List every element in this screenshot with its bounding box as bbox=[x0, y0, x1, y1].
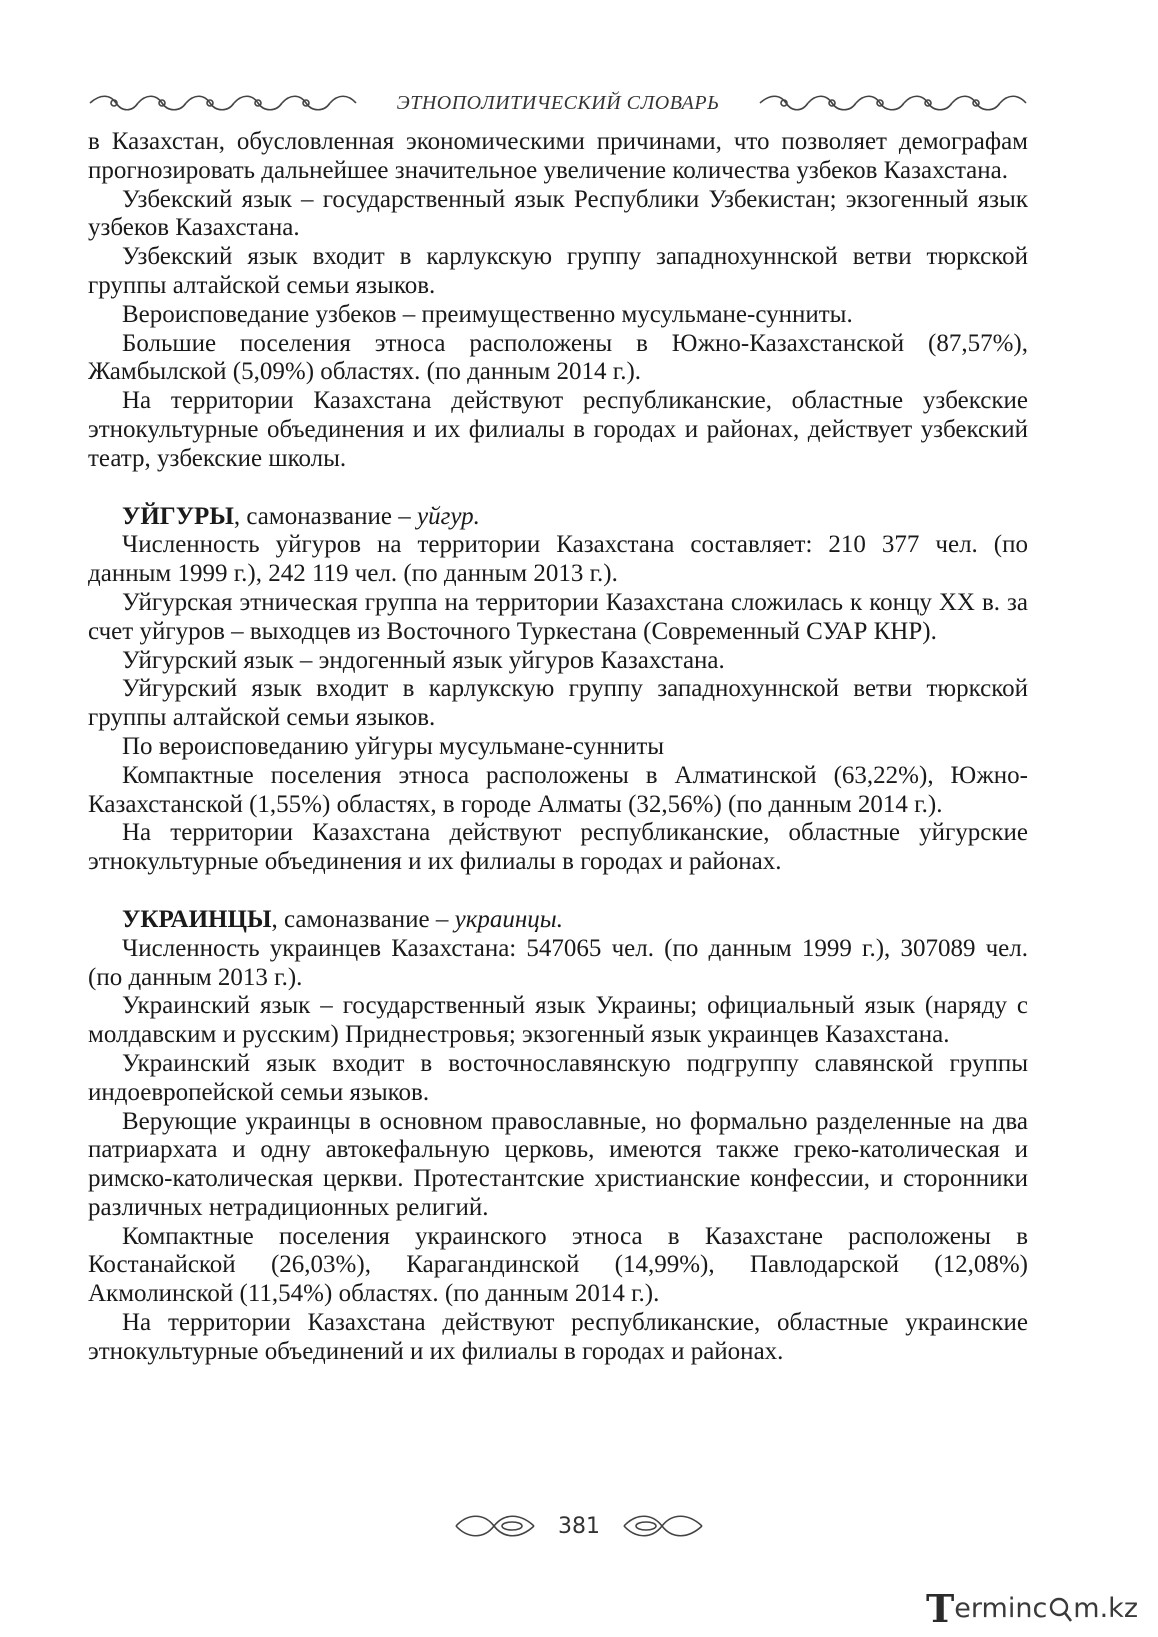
ornament-left-icon bbox=[88, 92, 358, 114]
entry-term: УЙГУРЫ bbox=[122, 502, 234, 530]
section-gap bbox=[88, 877, 1028, 906]
paragraph: Численность украинцев Казахстана: 547065 чел. (по данным 1999 г.), 307089 чел. (по данным 2013 г.). bbox=[88, 934, 1028, 991]
paragraph: Компактные поселения украинского этноса в Казахстане расположены в Костанайской (26,03%), Карагандинской (14,99%), Павлодарской (12,08%) Акмолинской (11,54%) областях. (по данным 2014 г.). bbox=[88, 1222, 1028, 1308]
paragraph: Узбекский язык входит в карлукскую группу западнохуннской ветви тюркской группы алтайской семьи языков. bbox=[88, 243, 1028, 299]
magnifier-icon bbox=[1047, 1593, 1073, 1623]
watermark-text: erminc bbox=[954, 1592, 1048, 1624]
page-footer bbox=[0, 1508, 1158, 1544]
flourish-right-icon bbox=[622, 1515, 704, 1537]
page-header-title: ЭТНОПОЛИТИЧЕСКИЙ СЛОВАРЬ bbox=[396, 91, 720, 114]
paragraph: Уйгурский язык – эндогенный язык уйгуров Казахстана. bbox=[122, 646, 725, 674]
flourish-left-icon bbox=[454, 1515, 536, 1537]
entry-heading-uighurs bbox=[88, 503, 1028, 532]
paragraph: На территории Казахстана действуют республиканские, областные уйгурские этнокультурные объединения и их филиалы в городах и районах. bbox=[88, 819, 1028, 876]
paragraph: Компактные поселения этноса расположены в Алматинской (63,22%), Южно-Казахстанской (1,55%) областях, в городе Алматы (32,56%) (по данным 2014 г.). bbox=[88, 761, 1028, 818]
entry-self-name: украинцы. bbox=[454, 905, 563, 933]
ornament-right-icon bbox=[758, 92, 1028, 114]
paragraph: Численность уйгуров на территории Казахстана составляет: 210 377 чел. (по данным 1999 г.), 242 119 чел. (по данным 2013 г.). bbox=[88, 531, 1028, 588]
section-gap bbox=[88, 474, 1028, 503]
paragraph: Украинский язык – государственный язык Украины; официальный язык (наряду с молдавским и русским) Приднестровья; экзогенный язык украинцев Казахстана. bbox=[88, 992, 1028, 1049]
page-body bbox=[88, 128, 1028, 1367]
paragraph: Уйгурский язык входит в карлукскую группу западнохуннской ветви тюркской группы алтайской семьи языков. bbox=[88, 675, 1028, 732]
paragraph: Украинский язык входит в восточнославянскую подгруппу славянской группы индоевропейской семьи языков. bbox=[88, 1049, 1028, 1106]
paragraph: Верующие украинцы в основном православные, но формально разделенные на два патриархата и одну автокефальную церковь, имеются также греко-католическая и римско-католическая церкви. Протестантские христианские конфессии, и сторонники различных нетрадиционных религий. bbox=[88, 1107, 1028, 1221]
paragraph: Большие поселения этноса расположены в Южно-Казахстанской (87,57%), Жамбылской (5,09%) областях. (по данным 2014 г.). bbox=[88, 329, 1028, 386]
entry-heading-ukrainians bbox=[88, 906, 1028, 935]
entry-self-name-prefix: , самоназвание – bbox=[271, 905, 455, 933]
running-header bbox=[88, 88, 1028, 118]
paragraph-continuation: в Казахстан, обусловленная экономическими причинами, что позволяет демографам прогнозировать дальнейшее значительное увеличение количества узбеков Казахстана. bbox=[88, 128, 1028, 184]
entry-self-name: уйгур. bbox=[416, 502, 480, 530]
watermark-initial: T bbox=[926, 1585, 955, 1631]
watermark-domain: m.kz bbox=[1073, 1592, 1138, 1624]
paragraph: Узбекский язык – государственный язык Республики Узбекистан; экзогенный язык узбеков Казахстана. bbox=[88, 185, 1028, 242]
watermark-logo bbox=[926, 1585, 1138, 1631]
paragraph: Вероисповедание узбеков – преимущественно мусульмане-сунниты. bbox=[122, 300, 853, 328]
paragraph: На территории Казахстана действуют республиканские, областные украинские этнокультурные объединений и их филиалы в городах и районах. bbox=[88, 1309, 1028, 1365]
paragraph: Уйгурская этническая группа на территории Казахстана сложилась к концу XX в. за счет уйгуров – выходцев из Восточного Туркестана (Современный СУАР КНР). bbox=[88, 588, 1028, 645]
paragraph: По вероисповеданию уйгуры мусульмане-сунниты bbox=[122, 732, 665, 760]
entry-self-name-prefix: , самоназвание – bbox=[233, 502, 417, 530]
paragraph: На территории Казахстана действуют республиканские, областные узбекские этнокультурные объединения и их филиалы в городах и районах, действует узбекский театр, узбекские школы. bbox=[88, 387, 1028, 472]
entry-term: УКРАИНЦЫ bbox=[122, 905, 272, 933]
page-number: 381 bbox=[558, 1513, 600, 1539]
